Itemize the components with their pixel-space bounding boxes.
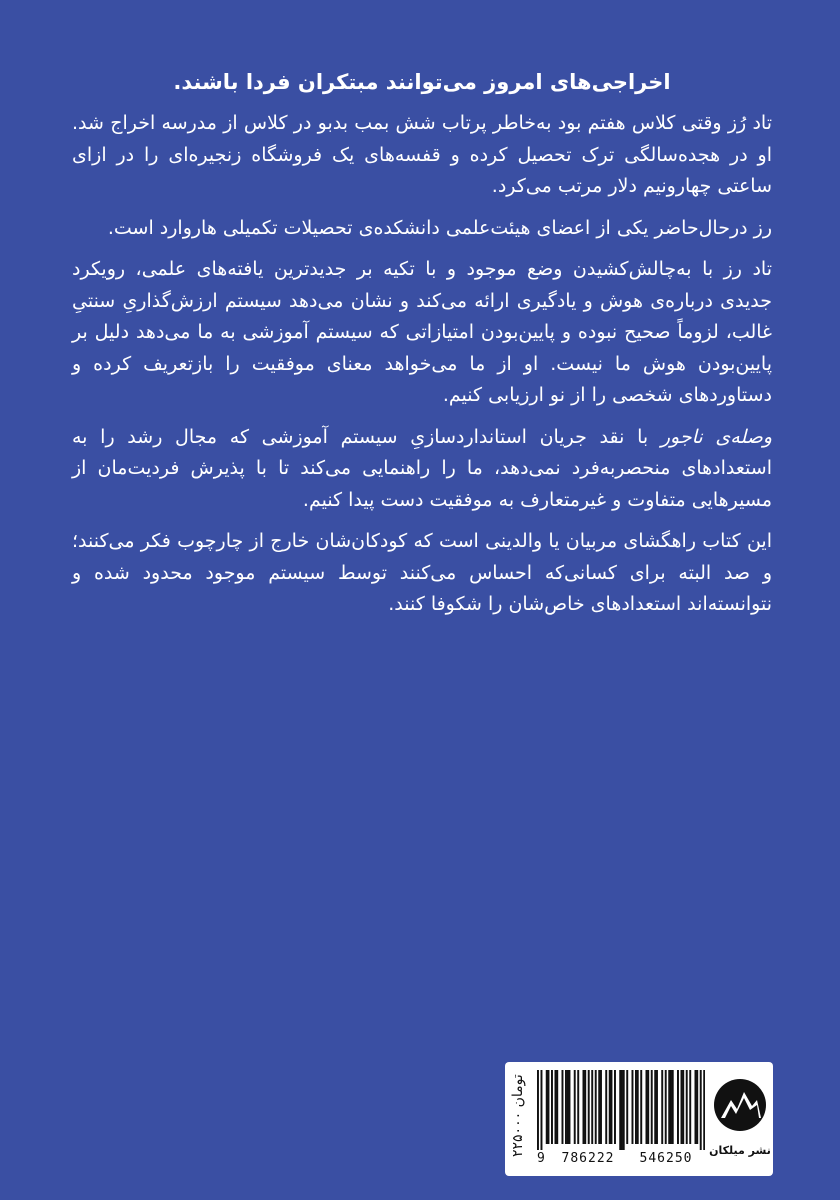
barcode-bar xyxy=(700,1070,702,1150)
barcode-bar xyxy=(670,1070,672,1144)
barcode-bar xyxy=(656,1070,658,1144)
barcode-bar xyxy=(605,1070,607,1144)
barcode-bar xyxy=(556,1070,558,1144)
paragraph-1: تاد رُز وقتی کلاس هفتم بود به‌خاطر پرتاب شش بمب بدبو در کلاس از مدرسه اخراج شد. او در هجده‌سالگی ترک تحصیل کرده و قفسه‌های یک فروشگاه زنجیره‌ای را در ازای ساعتی چهارونیم دلار مرتب می‌کرد. xyxy=(72,112,772,197)
paragraph-5: این کتاب راهگشای مربیان یا والدینی است که کودکان‌شان خارج از چارچوب فکر می‌کنند؛ و صد البته برای کسانی‌که احساس می‌کنند توسط سیستم موجود محدود شده و نتوانسته‌اند استعدادهای خاص‌شان را شکوفا کنند. xyxy=(72,530,772,615)
barcode-bar xyxy=(635,1070,637,1144)
barcode-bar xyxy=(623,1070,625,1150)
barcode-bar xyxy=(668,1070,670,1144)
barcode-bar xyxy=(584,1070,586,1144)
blurb-text xyxy=(72,62,772,631)
paragraph-2: رز درحال‌حاضر یکی از اعضای هیئت‌علمی دانشکده‌ی تحصیلات تکمیلی هاروارد است. xyxy=(107,216,772,239)
barcode-box xyxy=(505,1062,773,1176)
barcode-bar xyxy=(551,1070,553,1144)
barcode-bar xyxy=(654,1070,656,1144)
barcode-bar xyxy=(577,1070,579,1144)
barcode-bar xyxy=(677,1070,679,1144)
barcode-bar xyxy=(609,1070,611,1144)
barcode-bar xyxy=(562,1070,564,1144)
barcode-bar xyxy=(689,1070,691,1144)
isbn-group-1: 786222 xyxy=(561,1151,615,1166)
barcode-bar xyxy=(665,1070,667,1144)
barcode-bar xyxy=(632,1070,634,1144)
paragraph-4-text: با نقد جریان استانداردسازیِ سیستم آموزشی که مجال رشد را به استعدادهای منحصربه‌فرد نمی‌دهد، ما را راهنمایی می‌کند تا با پذیرش فردیت‌مان از مسیرهایی متفاوت و غیرمتعارف به موفقیت دست پیدا کنیم. xyxy=(72,425,772,511)
barcode-bar xyxy=(661,1070,663,1144)
barcode-bar xyxy=(565,1070,567,1144)
barcode-bar xyxy=(569,1070,571,1144)
barcode-bar xyxy=(546,1070,548,1144)
headline: اخراجی‌های امروز می‌توانند مبتکران فردا باشند. xyxy=(173,70,671,94)
barcode xyxy=(537,1070,705,1168)
barcode-bar xyxy=(696,1070,698,1144)
barcode-bar xyxy=(621,1070,623,1150)
barcode-bar xyxy=(640,1070,642,1144)
barcode-bar xyxy=(672,1070,674,1144)
isbn-group-2: 546250 xyxy=(639,1151,693,1166)
barcode-bar xyxy=(588,1070,590,1144)
barcode-bar xyxy=(548,1070,550,1144)
barcode-bar xyxy=(537,1070,539,1150)
barcode-bar xyxy=(600,1070,602,1144)
barcode-bar xyxy=(591,1070,593,1144)
barcode-bar xyxy=(646,1070,648,1144)
barcode-bar xyxy=(619,1070,621,1150)
barcode-bar xyxy=(686,1070,688,1144)
barcode-bar xyxy=(555,1070,557,1144)
publisher-name: نشر میلکان xyxy=(709,1144,771,1157)
paragraph-4 xyxy=(72,422,772,517)
barcode-bar xyxy=(595,1070,597,1144)
barcode-bar xyxy=(574,1070,576,1144)
barcode-bar xyxy=(637,1070,639,1144)
isbn-number xyxy=(537,1150,705,1168)
barcode-bar xyxy=(583,1070,585,1144)
barcode-bar xyxy=(703,1070,705,1150)
barcode-bar xyxy=(682,1070,684,1144)
barcode-bar xyxy=(651,1070,653,1144)
barcode-bar xyxy=(681,1070,683,1144)
barcode-bar xyxy=(611,1070,613,1144)
price-label: ۲۲۵۰۰۰ تومان xyxy=(510,1074,526,1158)
barcode-bar xyxy=(647,1070,649,1144)
barcode-bar xyxy=(626,1070,628,1144)
mountains-logo-icon xyxy=(713,1078,767,1132)
barcode-bars xyxy=(537,1070,705,1150)
barcode-bar xyxy=(567,1070,569,1144)
barcode-bar xyxy=(695,1070,697,1144)
book-title-inline: وصله‌ی ناجور xyxy=(660,425,772,448)
isbn-first-digit: 9 xyxy=(537,1151,545,1166)
paragraph-3: تاد رز با به‌چالش‌کشیدن وضع موجود و با تکیه بر جدیدترین یافته‌های علمی، رویکرد جدیدی درباره‌ی هوش و یادگیری ارائه می‌کند و نشان می‌دهد سیستم ارزش‌گذاریِ سنتیِ غالب، لزوماً صحیح نبوده و پایین‌بودن امتیازاتی که سیستم آموزشی به ما می‌دهد دلیل بر پایین‌بودن هوش ما نیست. او از ما می‌خواهد معنای موفقیت را بازتعریف کرده و دستاوردهای شخصی را از نو ارزیابی کنیم. xyxy=(72,258,772,406)
barcode-bar xyxy=(598,1070,600,1144)
barcode-bar xyxy=(541,1070,543,1150)
barcode-bar xyxy=(614,1070,616,1144)
publisher xyxy=(711,1070,769,1170)
